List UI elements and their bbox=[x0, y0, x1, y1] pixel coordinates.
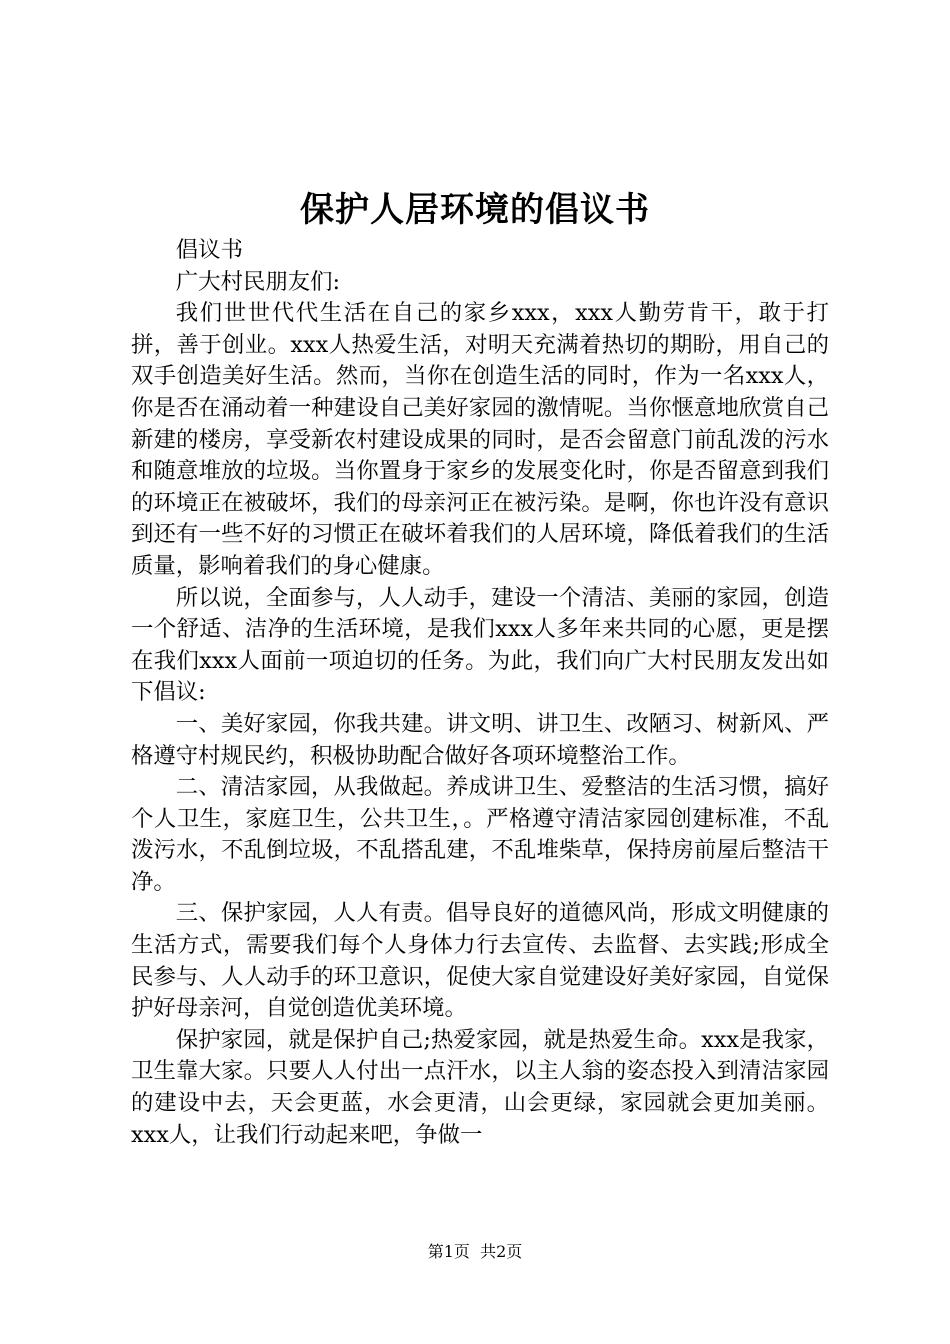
paragraph-closing: 保护家园，就是保护自己;热爱家园，就是热爱生命。xxx是我家，卫生靠大家。只要人人付出一点汗水，以主人翁的姿态投入到清洁家园的建设中去，天会更蓝，水会更清，山会更绿，家园就会更加美丽。xxx人，让我们行动起来吧，争做一 bbox=[131, 1026, 829, 1148]
paragraph-heading: 倡议书 bbox=[175, 237, 243, 263]
page-footer bbox=[0, 1240, 950, 1264]
paragraph-proposal-3: 三、保护家园，人人有责。倡导良好的道德风尚，形成文明健康的生活方式，需要我们每个人身体力行去宣传、去监督、去实践;形成全民参与、人人动手的环卫意识，促使大家自觉建设好美好家园，自觉保护好母亲河，自觉创造优美环境。 bbox=[131, 900, 829, 1022]
paragraph-salutation: 广大村民朋友们: bbox=[175, 268, 341, 295]
page-number: 第1页 共2页 bbox=[427, 1242, 523, 1261]
document-body bbox=[131, 235, 829, 1151]
paragraph-proposal-1: 一、美好家园，你我共建。讲文明、讲卫生、改陋习、树新风、严格遵守村规民约，积极协助配合做好各项环境整治工作。 bbox=[131, 710, 829, 769]
paragraph-intro: 我们世世代代生活在自己的家乡xxx，xxx人勤劳肯干，敢于打拼，善于创业。xxx人热爱生活，对明天充满着热切的期盼，用自己的双手创造美好生活。然而，当你在创造生活的同时，作为一名xxx人，你是否在涌动着一种建设自己美好家园的激情呢。当你惬意地欣赏自己新建的楼房，享受新农村建设成果的同时，是否会留意门前乱泼的污水和随意堆放的垃圾。当你置身于家乡的发展变化时，你是否留意到我们的环境正在被破坏，我们的母亲河正在被污染。是啊，你也许没有意识到还有一些不好的习惯正在破坏着我们的人居环境，降低着我们的生活质量，影响着我们的身心健康。 bbox=[131, 300, 829, 579]
document-title: 保护人居环境的倡议书 bbox=[300, 190, 650, 230]
paragraph-proposal-2: 二、清洁家园，从我做起。养成讲卫生、爱整洁的生活习惯，搞好个人卫生，家庭卫生，公共卫生，。严格遵守清洁家园创建标准，不乱泼污水，不乱倒垃圾，不乱搭乱建，不乱堆柴草，保持房前屋后整洁干净。 bbox=[131, 774, 829, 895]
paragraph-purpose: 所以说，全面参与，人人动手，建设一个清洁、美丽的家园，创造一个舒适、洁净的生活环境，是我们xxx人多年来共同的心愿，更是摆在我们xxx人面前一项迫切的任务。为此，我们向广大村民朋友发出如下倡议: bbox=[131, 584, 829, 706]
